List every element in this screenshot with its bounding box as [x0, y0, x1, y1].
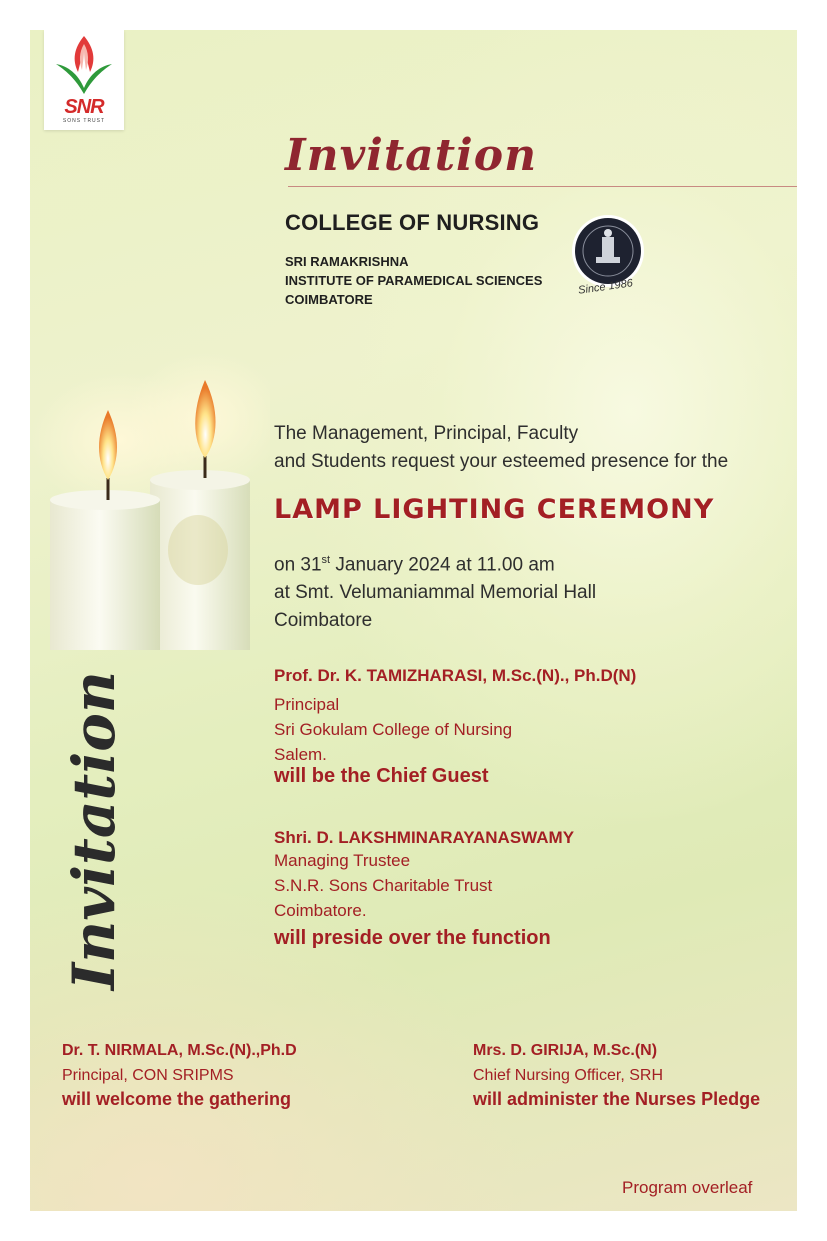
- pledge-speaker-role: will administer the Nurses Pledge: [473, 1089, 761, 1109]
- event-name: LAMP LIGHTING CEREMONY: [274, 494, 715, 525]
- intro-line: and Students request your esteemed presence for the: [274, 451, 729, 472]
- seal-since: Since 1986: [577, 277, 634, 297]
- president-name: Shri. D. LAKSHMINARAYANASWAMY: [274, 828, 575, 847]
- invitation-title: Invitation: [285, 130, 538, 181]
- president-line: Managing Trustee: [274, 851, 411, 870]
- college-name: COLLEGE OF NURSING: [285, 210, 540, 235]
- chief-guest-line: Principal: [274, 695, 340, 714]
- institute-line: COIMBATORE: [285, 292, 373, 307]
- invitation-card: [30, 30, 797, 1211]
- welcome-speaker-designation: Principal, CON SRIPMS: [62, 1067, 234, 1084]
- institute-line: SRI RAMAKRISHNA: [285, 254, 409, 269]
- institute-block: [285, 252, 542, 309]
- president-line: S.N.R. Sons Charitable Trust: [274, 876, 493, 895]
- date-rest: January 2024 at 11.00 am: [330, 554, 555, 576]
- title-divider: [288, 186, 797, 187]
- chief-guest-name: Prof. Dr. K. TAMIZHARASI, M.Sc.(N)., Ph.D(N): [274, 666, 637, 685]
- date-suffix: st: [321, 554, 331, 566]
- chief-guest-details: [274, 692, 512, 767]
- welcome-speaker-name: Dr. T. NIRMALA, M.Sc.(N).,Ph.D: [62, 1042, 297, 1059]
- program-overleaf-note: Program overleaf: [622, 1178, 753, 1197]
- snr-logo: [44, 30, 124, 130]
- event-details: [274, 546, 596, 635]
- chief-guest-line: Salem.: [274, 745, 327, 764]
- institute-line: INSTITUTE OF PARAMEDICAL SCIENCES: [285, 273, 543, 288]
- intro-text: [274, 420, 728, 476]
- chief-guest-line: Sri Gokulam College of Nursing: [274, 720, 513, 739]
- flame-leaf-icon: [44, 30, 124, 96]
- president-details: [274, 848, 492, 923]
- candles-illustration: [30, 350, 270, 650]
- side-invitation-title: Invitation: [60, 670, 128, 990]
- logo-text: SNR: [64, 96, 104, 118]
- president-role: will preside over the function: [274, 927, 551, 949]
- event-venue: at Smt. Velumaniammal Memorial Hall: [274, 582, 597, 604]
- intro-line: The Management, Principal, Faculty: [274, 423, 579, 444]
- chief-guest-role: will be the Chief Guest: [274, 765, 489, 787]
- welcome-speaker-role: will welcome the gathering: [62, 1089, 292, 1109]
- pledge-speaker-name: Mrs. D. GIRIJA, M.Sc.(N): [473, 1042, 658, 1059]
- president-line: Coimbatore.: [274, 901, 367, 920]
- logo-subtext: SONS TRUST: [62, 118, 106, 124]
- event-date: [274, 546, 596, 579]
- college-seal: [568, 215, 648, 300]
- event-city: Coimbatore: [274, 610, 373, 632]
- date-prefix: on 31: [274, 554, 322, 576]
- pledge-speaker-designation: Chief Nursing Officer, SRH: [473, 1067, 663, 1084]
